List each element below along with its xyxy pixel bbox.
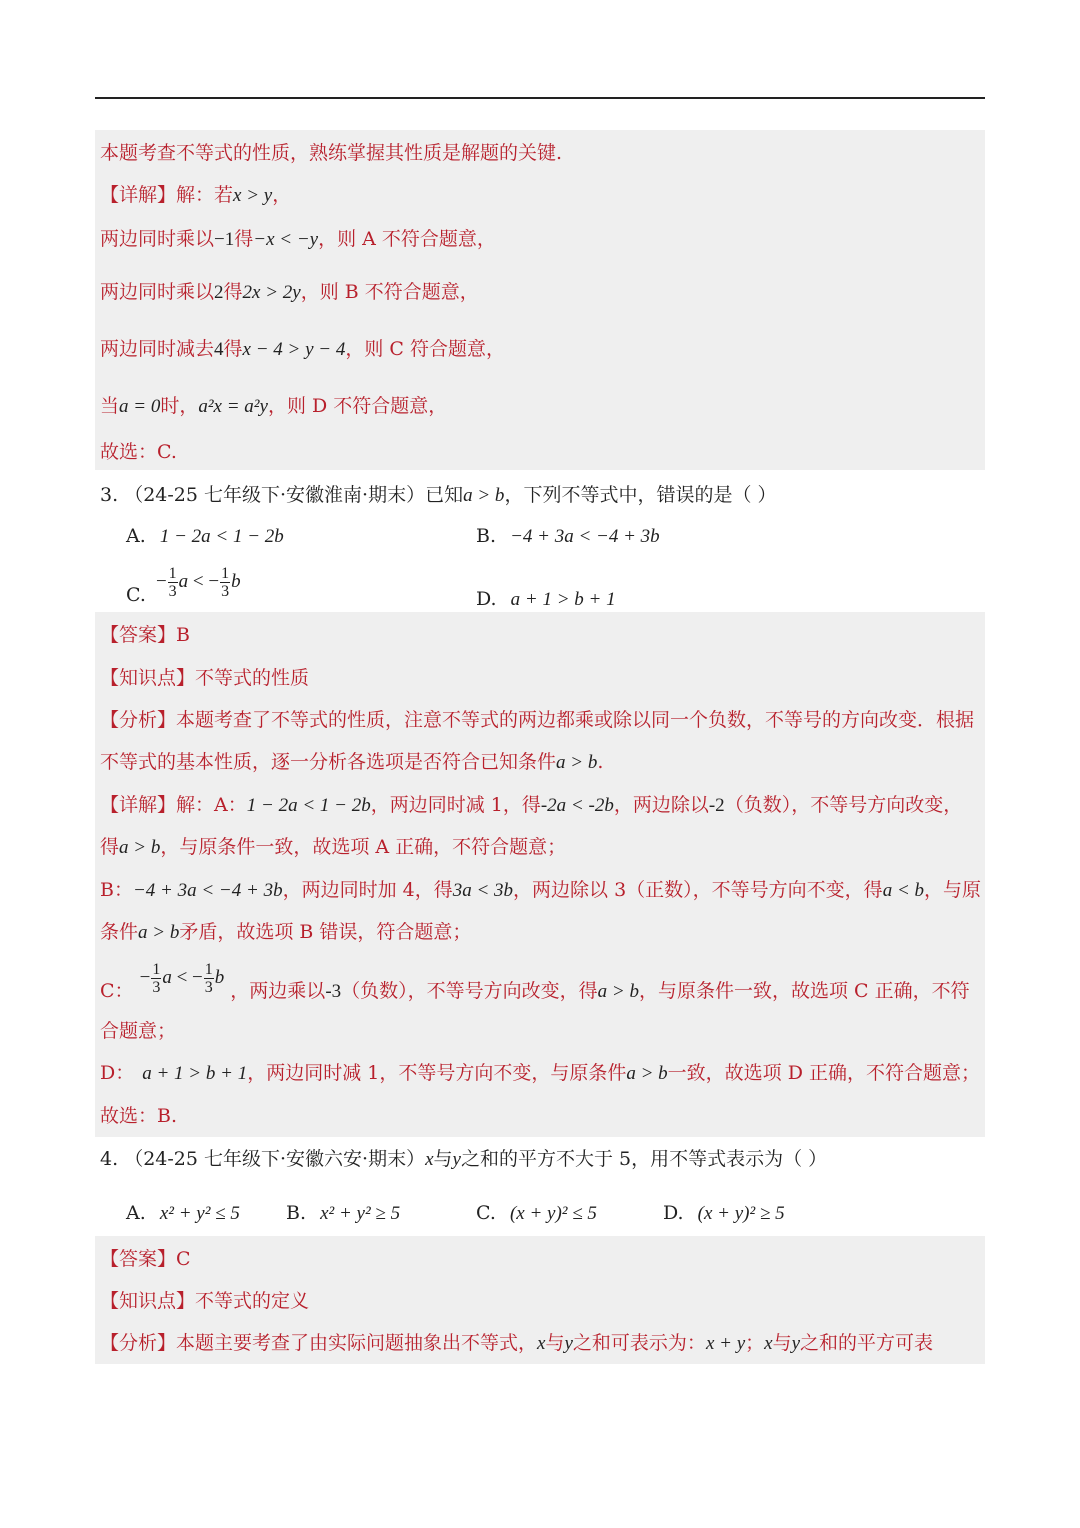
detail-text: ，则 C 符合题意， <box>345 338 505 360</box>
analysis-text: 本题考查了不等式的性质，注意不等式的两边都乘或除以同一个负数，不等号的方向改变．根据 <box>176 709 975 731</box>
option-a[interactable] <box>126 523 284 550</box>
math-expression: a > b <box>597 981 639 1002</box>
math-number: 4 <box>214 339 224 360</box>
detail-step-b <box>100 279 479 306</box>
knowledge-value: 不等式的性质 <box>195 667 310 689</box>
math-expression: −4 + 3a < −4 + 3b <box>132 880 283 901</box>
math-condition: a = 0 <box>119 396 161 417</box>
option-d[interactable] <box>663 1200 785 1227</box>
option-math: x² + y² ≥ 5 <box>320 1203 401 1224</box>
detail-text: 解：若 <box>176 184 234 206</box>
detail-text: ，两边同时减 1，得 <box>370 794 541 816</box>
fraction <box>168 565 178 600</box>
detail-text: B： <box>100 879 133 901</box>
math-variable: y <box>452 1149 461 1170</box>
fraction-numerator: 1 <box>168 564 177 582</box>
analysis-text: 与 <box>545 1332 565 1354</box>
math-expression: a + 1 > b + 1 <box>142 1063 248 1084</box>
option-label: C. <box>476 1202 496 1224</box>
detail-c-line-1 <box>100 960 970 1009</box>
question-text: 已知 <box>425 484 464 506</box>
math-variable: a <box>162 967 172 988</box>
detail-a-line-2 <box>100 834 566 861</box>
detail-step-a <box>100 226 496 253</box>
final-choice: 故选：C. <box>100 441 177 463</box>
detail-text: 一致，故选项 D 正确，不符合题意； <box>667 1062 980 1084</box>
math-variable: y <box>564 1333 573 1354</box>
math-number: -2 <box>708 795 725 816</box>
question-4-stem <box>100 1146 827 1173</box>
answer-tag: 【答案】 <box>100 1248 177 1270</box>
analysis-text: 不等式的基本性质，逐一分析各选项是否符合已知条件 <box>100 751 557 773</box>
math-variable: x <box>764 1333 773 1354</box>
option-d[interactable] <box>476 586 616 613</box>
math-symbol: < − <box>188 571 220 592</box>
math-number: −1 <box>214 229 235 250</box>
detail-text: ，两边同时加 4，得 <box>282 879 453 901</box>
analysis-line <box>100 1330 933 1357</box>
detail-text: ，两边乘以 <box>230 980 326 1002</box>
detail-text: ，两边除以 3（正数），不等号方向不变，得 <box>513 879 883 901</box>
option-label: A. <box>126 1202 146 1224</box>
math-number: 2 <box>214 282 224 303</box>
math-variable: y <box>791 1333 801 1354</box>
analysis-line-1 <box>100 707 974 733</box>
analysis-text: ； <box>745 1332 765 1354</box>
detail-text: 条件 <box>100 921 139 943</box>
math-expression: a²x = a²y <box>198 396 268 417</box>
fraction <box>151 961 161 996</box>
option-label: C. <box>126 584 146 606</box>
question-source: （24-25 七年级下·安徽淮南·期末） <box>124 484 426 506</box>
knowledge-tag: 【知识点】 <box>100 1290 196 1312</box>
detail-text: 时， <box>160 395 199 417</box>
option-math: (x + y)² ≤ 5 <box>509 1203 597 1224</box>
math-variable: x <box>425 1149 434 1170</box>
detail-text: 矛盾，故选项 B 错误，符合题意； <box>179 921 472 943</box>
answer-value: B <box>176 624 190 646</box>
detail-text: ，与原条件一致，故选项 A 正确，不符合题意； <box>160 836 567 858</box>
math-symbol: − <box>139 967 151 988</box>
math-variable: x <box>537 1333 546 1354</box>
fraction-denominator: 3 <box>152 978 161 996</box>
detail-text: 得 <box>100 836 120 858</box>
math-variable: a <box>178 571 189 592</box>
analysis-text: 本题主要考查了由实际问题抽象出不等式， <box>176 1332 538 1354</box>
analysis-text: 之和可表示为： <box>572 1332 706 1354</box>
answer-line <box>100 622 190 648</box>
final-choice: 故选：B. <box>100 1105 178 1127</box>
question-number: 3. <box>100 484 119 506</box>
detail-text: （负数），不等号方向改变， <box>724 794 963 816</box>
detail-text: 两边同时乘以 <box>100 228 215 250</box>
math-expression: 1 − 2a < 1 − 2b <box>246 795 371 816</box>
detail-text: ，与原 <box>924 879 982 901</box>
math-expression: a > b <box>138 922 180 943</box>
option-math: 1 − 2a < 1 − 2b <box>159 526 284 547</box>
detail-text: 解：A： <box>176 794 247 816</box>
math-symbol: − <box>155 571 167 592</box>
knowledge-line <box>100 1288 309 1314</box>
detail-text: ，两边除以 <box>613 794 709 816</box>
math-expression: −x < −y <box>253 229 319 250</box>
analysis-text: . <box>597 751 604 773</box>
fraction <box>204 961 214 996</box>
question-number: 4. <box>100 1148 119 1170</box>
question-text: 之和的平方不大于 5，用不等式表示为（ ） <box>460 1148 828 1170</box>
detail-step-d <box>100 393 447 420</box>
analysis-tag: 【分析】 <box>100 1332 177 1354</box>
detail-d-line <box>100 1060 980 1087</box>
math-expression: x > y <box>233 185 273 206</box>
detail-b-line-2 <box>100 919 471 946</box>
option-b[interactable] <box>286 1200 400 1227</box>
analysis-line-2 <box>100 749 603 776</box>
math-variable: b <box>231 571 241 592</box>
detail-text: 得 <box>234 228 254 250</box>
math-expression: x − 4 > y − 4 <box>242 339 346 360</box>
detail-b-line-1 <box>100 877 981 904</box>
math-expression <box>139 960 231 996</box>
detail-tag: 【详解】 <box>100 184 177 206</box>
question-3-stem <box>100 482 776 509</box>
math-expression: a > b <box>556 752 598 773</box>
detail-text: ，则 B 不符合题意， <box>300 281 479 303</box>
option-b[interactable] <box>476 523 660 550</box>
math-expression: x + y <box>705 1333 746 1354</box>
fraction-denominator: 3 <box>204 978 213 996</box>
question-source: （24-25 七年级下·安徽六安·期末） <box>124 1148 426 1170</box>
option-label: D. <box>663 1202 684 1224</box>
option-c[interactable] <box>126 564 241 612</box>
option-label: D. <box>476 588 497 610</box>
fraction-numerator: 1 <box>152 960 161 978</box>
fraction <box>220 565 230 600</box>
fraction-denominator: 3 <box>168 582 177 600</box>
answer-line <box>100 1246 191 1272</box>
option-math: x² + y² ≤ 5 <box>159 1203 240 1224</box>
math-symbol: < − <box>171 967 203 988</box>
detail-text: ，与原条件一致，故选项 C 正确，不符 <box>638 980 970 1002</box>
analysis-text: 之和的平方可表 <box>800 1332 934 1354</box>
math-expression: a > b <box>626 1063 668 1084</box>
detail-text: ，两边同时减 1，不等号方向不变，与原条件 <box>247 1062 627 1084</box>
detail-text: ，则 D 不符合题意， <box>267 395 448 417</box>
detail-tag: 【详解】 <box>100 794 177 816</box>
math-expression: 2x > 2y <box>242 282 301 303</box>
knowledge-value: 不等式的定义 <box>195 1290 310 1312</box>
option-label: B. <box>476 525 497 547</box>
detail-text: 得 <box>223 338 243 360</box>
header-rule <box>95 97 985 99</box>
detail-text: ，则 A 不符合题意， <box>318 228 496 250</box>
detail-text: （负数），不等号方向改变，得 <box>341 980 598 1002</box>
detail-c-line-2: 合题意； <box>100 1020 177 1042</box>
math-variable: b <box>214 967 225 988</box>
detail-text: D： <box>100 1062 135 1084</box>
analysis-text: 与 <box>772 1332 792 1354</box>
option-c[interactable] <box>476 1200 597 1227</box>
option-a[interactable] <box>126 1200 240 1227</box>
detail-text: 两边同时乘以 <box>100 281 215 303</box>
detail-text: 两边同时减去 <box>100 338 215 360</box>
question-text: 与 <box>433 1148 453 1170</box>
detail-text: ， <box>272 184 292 206</box>
math-number: -3 <box>325 981 342 1002</box>
answer-value: C <box>176 1248 191 1270</box>
detail-step-c <box>100 336 505 363</box>
knowledge-tag: 【知识点】 <box>100 667 196 689</box>
question-text: ，下列不等式中，错误的是（ ） <box>504 484 777 506</box>
option-math: (x + y)² ≥ 5 <box>697 1203 785 1224</box>
fraction-numerator: 1 <box>221 564 230 582</box>
analysis-tag: 【分析】 <box>100 709 177 731</box>
option-math <box>155 564 241 600</box>
detail-a-line-1 <box>100 792 962 819</box>
math-expression: -2a < -2b <box>540 795 614 816</box>
knowledge-line <box>100 665 309 691</box>
option-math: a + 1 > b + 1 <box>510 589 616 610</box>
math-expression: 3a < 3b <box>452 880 514 901</box>
math-expression: a > b <box>119 837 161 858</box>
math-expression: a > b <box>463 485 505 506</box>
option-math: −4 + 3a < −4 + 3b <box>510 526 660 547</box>
option-label: A. <box>126 525 146 547</box>
analysis-summary: 本题考查不等式的性质，熟练掌握其性质是解题的关键. <box>100 142 563 164</box>
detail-text: 得 <box>223 281 243 303</box>
fraction-denominator: 3 <box>221 582 230 600</box>
detail-text: C： <box>100 980 134 1002</box>
fraction-numerator: 1 <box>204 960 213 978</box>
detail-intro <box>100 182 291 209</box>
option-label: B. <box>286 1202 307 1224</box>
detail-text: 当 <box>100 395 120 417</box>
math-expression: a < b <box>882 880 925 901</box>
answer-tag: 【答案】 <box>100 624 177 646</box>
